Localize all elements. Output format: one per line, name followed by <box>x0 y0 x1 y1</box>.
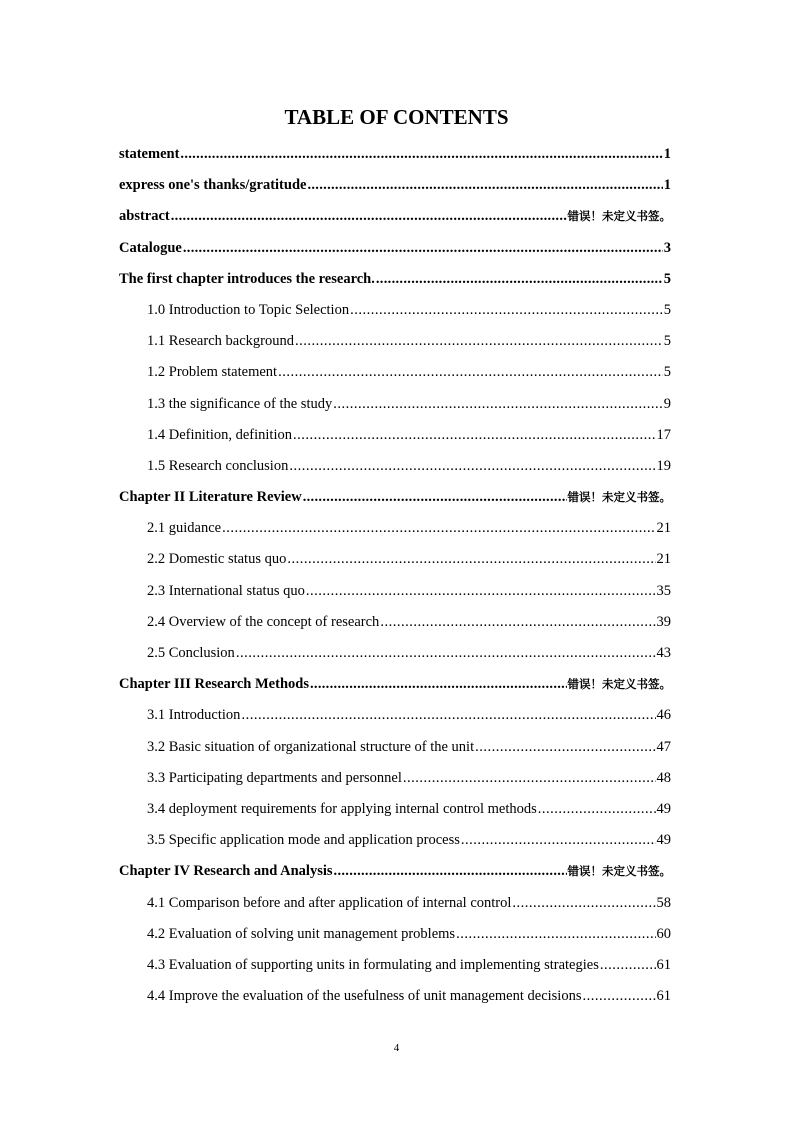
toc-dot-leader <box>512 891 655 915</box>
toc-entry-page: 61 <box>656 988 671 1005</box>
toc-entry-bookmark-error: 错误！未定义书签。 <box>567 864 671 879</box>
toc-entry[interactable] <box>119 142 671 173</box>
toc-entry-page: 1 <box>663 177 671 194</box>
toc-entry-page: 49 <box>656 832 671 849</box>
toc-entry-label: 1.5 Research conclusion <box>147 457 289 474</box>
toc-dot-leader <box>461 828 656 852</box>
toc-entry-page: 60 <box>656 925 671 942</box>
toc-entry-label: statement <box>119 146 180 162</box>
toc-entry[interactable] <box>119 298 671 329</box>
toc-entry[interactable] <box>119 735 671 766</box>
toc-entry-page: 61 <box>656 956 671 973</box>
toc-dot-leader <box>600 953 656 977</box>
toc-entry-label: Chapter IV Research and Analysis <box>119 863 333 880</box>
toc-entry-page: 49 <box>656 800 671 817</box>
toc-dot-leader <box>582 984 655 1008</box>
toc-entry-label: 3.1 Introduction <box>147 707 241 724</box>
toc-entry[interactable] <box>119 236 671 267</box>
toc-entry-label: abstract <box>119 208 170 225</box>
toc-dot-leader <box>376 267 663 291</box>
toc-entry[interactable] <box>119 267 671 298</box>
toc-dot-leader <box>403 766 656 790</box>
toc-entry[interactable] <box>119 547 671 578</box>
toc-entry-label: 2.1 guidance <box>147 520 222 537</box>
toc-entry-label: 1.0 Introduction to Topic Selection <box>147 301 350 318</box>
toc-entry-label: Catalogue <box>119 239 182 256</box>
toc-dot-leader <box>183 236 663 260</box>
toc-entry-page: 39 <box>656 613 671 630</box>
toc-entry-page: 35 <box>656 582 671 599</box>
toc-entry[interactable] <box>119 859 671 890</box>
toc-entry[interactable] <box>119 329 671 360</box>
toc-entry-label: 1.1 Research background <box>147 333 294 350</box>
toc-entry-page: 5 <box>663 301 671 318</box>
toc-entry-label: 2.2 Domestic status quo <box>147 551 287 568</box>
toc-entry-label: The first chapter introduces the research. <box>119 270 375 287</box>
toc-entry-page: 46 <box>656 707 671 724</box>
toc-entry-page: 19 <box>656 457 671 474</box>
toc-entry[interactable] <box>119 579 671 610</box>
toc-entry[interactable] <box>119 610 671 641</box>
toc-dot-leader <box>333 392 663 416</box>
toc-entry-page: 9 <box>663 395 671 412</box>
toc-entry[interactable] <box>119 891 671 922</box>
toc-dot-leader <box>293 423 656 447</box>
toc-dot-leader <box>287 547 655 571</box>
toc-dot-leader <box>475 735 655 759</box>
toc-dot-leader <box>289 454 655 478</box>
toc-dot-leader <box>241 703 655 727</box>
toc-entry-label: 2.4 Overview of the concept of research <box>147 613 380 630</box>
toc-entry-label: 2.5 Conclusion <box>147 645 235 661</box>
toc-entry-page: 1 <box>663 146 671 162</box>
page-title: TABLE OF CONTENTS <box>284 105 509 129</box>
toc-entry[interactable] <box>119 360 671 391</box>
toc-entry[interactable] <box>119 454 671 485</box>
toc-entry-bookmark-error: 错误！未定义书签。 <box>567 677 671 692</box>
toc-dot-leader <box>538 797 656 821</box>
toc-dot-leader <box>307 173 662 197</box>
toc-entry-page: 47 <box>656 738 671 755</box>
toc-entry-label: 4.3 Evaluation of supporting units in formulating and implementing strategies <box>147 956 599 973</box>
toc-entry[interactable] <box>119 984 671 1015</box>
toc-dot-leader <box>295 329 663 353</box>
toc-dot-leader <box>180 142 662 166</box>
toc-dot-leader <box>222 516 655 540</box>
page-number: 4 <box>393 1042 400 1054</box>
toc-entry-label: 3.2 Basic situation of organizational structure of the unit <box>147 738 475 755</box>
toc-entry[interactable] <box>119 516 671 547</box>
toc-entry-bookmark-error: 错误！未定义书签。 <box>567 209 671 224</box>
toc-entry[interactable] <box>119 485 671 516</box>
toc-dot-leader <box>303 485 567 509</box>
toc-entry[interactable] <box>119 672 671 703</box>
toc-entry[interactable] <box>119 641 671 672</box>
toc-entry-label: Chapter II Literature Review <box>119 489 302 506</box>
toc-entry[interactable] <box>119 797 671 828</box>
toc-entry[interactable] <box>119 922 671 953</box>
toc-entry[interactable] <box>119 204 671 235</box>
toc-entry[interactable] <box>119 828 671 859</box>
toc-entry-page: 5 <box>663 270 671 287</box>
toc-entry-page: 21 <box>656 551 671 568</box>
toc-dot-leader <box>236 641 656 665</box>
toc-dot-leader <box>456 922 655 946</box>
toc-entry-page: 5 <box>663 364 671 381</box>
toc-entry-label: Chapter III Research Methods <box>119 676 309 693</box>
toc-entry-label: 1.2 Problem statement <box>147 364 278 381</box>
toc-entry[interactable] <box>119 766 671 797</box>
toc-dot-leader <box>334 859 567 883</box>
toc-entry[interactable] <box>119 392 671 423</box>
toc-entry-label: 4.1 Comparison before and after application of internal control <box>147 894 512 911</box>
toc-entry-label: 3.5 Specific application mode and application process <box>147 832 460 849</box>
toc-entry-label: 1.4 Definition, definition <box>147 426 292 443</box>
toc-entry[interactable] <box>119 423 671 454</box>
toc-entry-label: 4.4 Improve the evaluation of the usefulness of unit management decisions <box>147 988 582 1005</box>
toc-entry[interactable] <box>119 173 671 204</box>
toc-entry-label: express one's thanks/gratitude <box>119 177 307 194</box>
toc-entry-label: 3.3 Participating departments and personnel <box>147 769 402 786</box>
table-of-contents <box>119 142 671 1015</box>
toc-entry-page: 5 <box>663 333 671 350</box>
toc-entry-page: 3 <box>663 239 671 256</box>
toc-entry-label: 2.3 International status quo <box>147 582 305 599</box>
toc-entry-page: 17 <box>656 426 671 443</box>
toc-entry[interactable] <box>119 953 671 984</box>
toc-dot-leader <box>380 610 655 634</box>
toc-dot-leader <box>171 204 567 228</box>
toc-entry-page: 48 <box>656 769 671 786</box>
toc-entry-page: 21 <box>656 520 671 537</box>
toc-dot-leader <box>350 298 663 322</box>
toc-dot-leader <box>278 360 663 384</box>
toc-entry-label: 1.3 the significance of the study <box>147 395 333 412</box>
toc-entry-label: 3.4 deployment requirements for applying internal control methods <box>147 800 537 817</box>
toc-entry-label: 4.2 Evaluation of solving unit management problems <box>147 925 456 942</box>
toc-entry[interactable] <box>119 703 671 734</box>
toc-dot-leader <box>306 579 656 603</box>
toc-entry-page: 43 <box>656 645 671 661</box>
toc-entry-bookmark-error: 错误！未定义书签。 <box>567 490 671 505</box>
toc-entry-page: 58 <box>656 894 671 911</box>
toc-dot-leader <box>310 672 567 696</box>
